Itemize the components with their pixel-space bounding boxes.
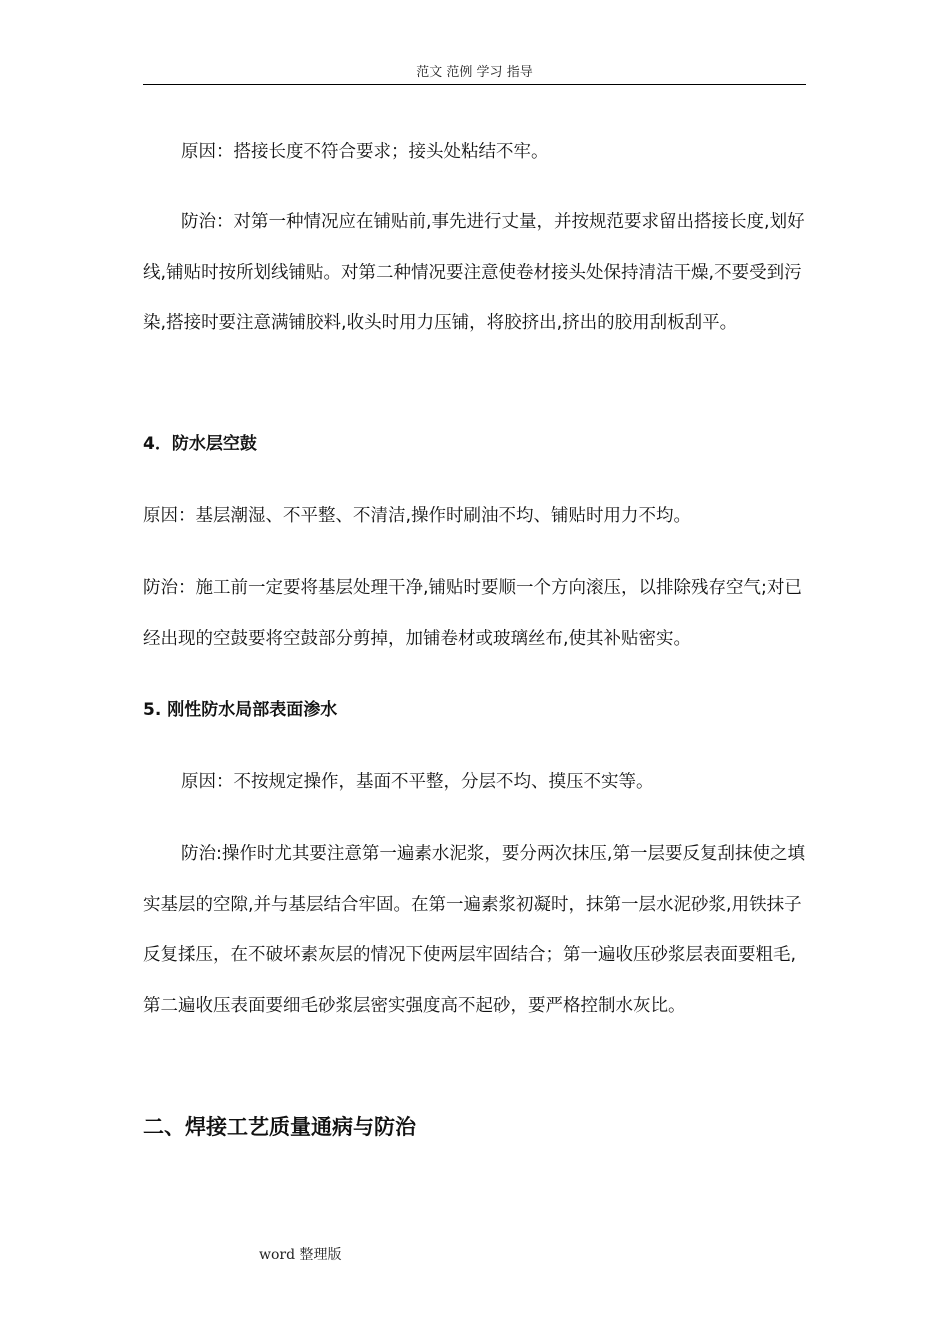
section-heading-welding: 二、焊接工艺质量通病与防治: [143, 1115, 416, 1139]
paragraph-cause-seepage: 原因：不按规定操作，基面不平整，分层不均、摸压不实等。: [181, 772, 654, 792]
heading-hollow-layer: 4．防水层空鼓: [143, 434, 257, 454]
page-header: 范文 范例 学习 指导: [143, 64, 806, 85]
paragraph-prevention-overlap: 防治：对第一种情况应在铺贴前,事先进行丈量，并按规范要求留出搭接长度,划好线,铺贴时按所划线铺贴。对第二种情况要注意使卷材接头处保持清洁干燥,不要受到污染,搭接时要注意满铺胶料,收头时用力压铺，将胶挤出,挤出的胶用刮板刮平。: [143, 212, 805, 333]
paragraph-prevention-seepage: 防治:操作时尤其要注意第一遍素水泥浆，要分两次抹压,第一层要反复刮抹使之填实基层的空隙,并与基层结合牢固。在第一遍素浆初凝时，抹第一层水泥砂浆,用铁抹子反复揉压，在不破坏素灰层的情况下使两层牢固结合；第一遍收压砂浆层表面要粗毛,第二遍收压表面要细毛砂浆层密实强度高不起砂，要严格控制水灰比。: [143, 844, 805, 1016]
heading-rigid-seepage: 5. 刚性防水局部表面渗水: [143, 700, 338, 720]
paragraph-cause-hollow: 原因：基层潮湿、不平整、不清洁,操作时刷油不均、铺贴时用力不均。: [143, 506, 692, 526]
paragraph-cause-overlap: 原因：搭接长度不符合要求；接头处粘结不牢。: [181, 142, 549, 162]
paragraph-prevention-hollow: 防治：施工前一定要将基层处理干净,铺贴时要顺一个方向滚压，以排除残存空气;对已经出现的空鼓要将空鼓部分剪掉，加铺卷材或玻璃丝布,使其补贴密实。: [143, 578, 802, 649]
page-footer: word 整理版: [259, 1247, 342, 1263]
